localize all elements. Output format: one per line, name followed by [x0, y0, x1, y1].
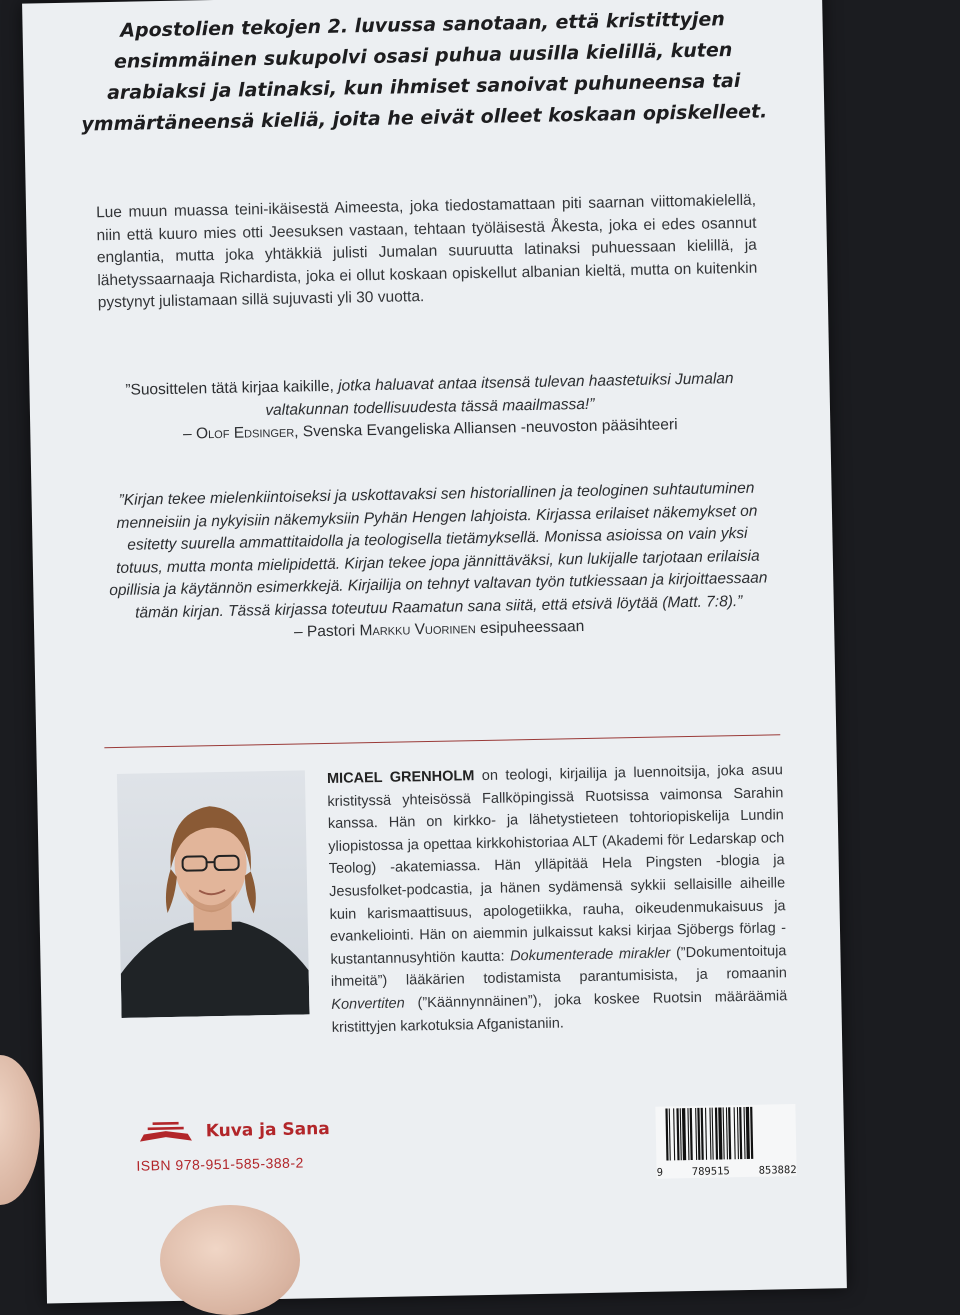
intro-paragraph: Lue muun muassa teini-ikäisestä Aimeesta, joka tiedostamattaan piti saarnan viittomakielellä, niin että kuuro mies otti Jeesuksen vastaan, tehtaan työläisestä Åkesta, joka ei edes osannut englantia, mutta joka yhtäkkiä julisti Jumalan suuruutta latinaksi puhuessaan kielillä, ja lähetyssaarnaaja Richardista, joka ei ollut koskaan opiskellut albanian kieltä, mutta on kuitenkin pystynyt julistamaan sillä sujuvasti yli 30 vuotta.	[96, 190, 758, 315]
barcode-bar	[676, 1108, 679, 1160]
barcode-digits	[657, 1164, 797, 1179]
attribution-name: Markku Vuorinen	[359, 620, 475, 639]
barcode-bar	[712, 1108, 714, 1160]
barcode-bar	[695, 1108, 697, 1160]
barcode-bar	[682, 1108, 686, 1160]
barcode-bar	[680, 1108, 682, 1160]
barcode-bar	[718, 1107, 722, 1159]
quote-lead: ”Suosittelen tätä kirjaa kaikille,	[125, 378, 334, 399]
author-bio	[327, 759, 788, 1039]
author-portrait-illustration	[117, 770, 310, 1018]
attribution-rest: , Svenska Evangeliska Alliansen -neuvoston pääsihteeri	[294, 416, 678, 440]
attribution-prefix: –	[183, 425, 196, 442]
book-title: Dokumenterade mirakler	[510, 945, 671, 964]
barcode-bar	[673, 1108, 675, 1160]
barcode-bar	[739, 1107, 742, 1159]
barcode	[655, 1104, 796, 1179]
thumb-bottom	[160, 1205, 300, 1315]
barcode-bar	[723, 1107, 725, 1159]
endorsement-quote-1	[99, 368, 760, 448]
barcode-bar	[737, 1107, 739, 1159]
headline: Apostolien tekojen 2. luvussa sanotaan, että kristittyjen ensimmäinen sukupolvi osasi puhua uusilla kielillä, kuten arabiaksi ja latinaksi, kun ihmiset sanoivat puhuneensa tai ymmärtäneensä kieliä, joita he eivät olleet koskaan opiskelleet.	[77, 3, 769, 140]
barcode-bar	[750, 1107, 753, 1159]
barcode-bar	[709, 1108, 711, 1160]
barcode-bar	[726, 1107, 728, 1159]
barcode-bars	[655, 1104, 796, 1165]
barcode-bar	[743, 1107, 745, 1159]
barcode-digits-right: 853882	[759, 1164, 797, 1177]
barcode-bar	[705, 1108, 707, 1160]
barcode-bar	[697, 1108, 700, 1160]
quote-text: ”Kirjan tekee mielenkiintoiseksi ja uskottavaksi sen historiallinen ja teologinen suhtautuminen menneisiin ja nykyisiin näkemyksiin Pyhän Hengen lahjoista. Kirjassa erilaiset näkemykset on esitetty suurella ammattitaidolla ja teologisella tietämyksellä. Monissa asioissa on vain yksi totuus, mutta monta mielipidettä. Kirjan tekee jopa jännittäväksi, kun lukijalle tarjotaan erilaisia opillisia ja käytännön esimerkkejä. Kirjailija on tehnyt valtavan työn tutkiessaan ja kirjoittaessaan tämän kirjan. Tässä kirjassa toteutuu Raamatun sana siitä, että etsivä löytää (Matt. 7:8).”	[109, 480, 767, 621]
isbn: ISBN 978-951-585-388-2	[136, 1154, 304, 1173]
barcode-bar	[728, 1107, 731, 1159]
section-divider	[104, 734, 780, 748]
publisher-logo	[135, 1114, 330, 1148]
attribution-rest: esipuheessaan	[476, 618, 585, 637]
bio-text: on teologi, kirjailija ja luennoitsija, joka asuu kristityssä yhteisössä Fallköpingissä Ruotsissa vaimonsa Sarahin kanssa. Hän on kirkko- ja lähetystieteen tohtoriopiskelija Lundin yliopistossa ja opettaa kirkkohistoriaa ALT (Akademi för Ledarskap och Teolog) -akatemiassa. Hän ylläpitää Hela Pingsten -blogia ja Jesusfolket-podcastia, ja hänen sydämensä sykkii sellaisille aiheille kuin karismaattisuus, apologetiikka, rauha, oikeudenmukaisuus ja evankeliointi. Hän on aiemmin julkaissut kaksi kirjaa Sjöbergs förlag -kustantannusyhtiön kautta:	[327, 762, 786, 967]
barcode-digits-left: 789515	[692, 1165, 730, 1178]
book-title: Konvertiten	[331, 995, 405, 1012]
open-book-icon	[136, 1121, 196, 1144]
barcode-bar	[734, 1107, 736, 1159]
barcode-bar	[669, 1108, 671, 1160]
publisher-name: Kuva ja Sana	[206, 1119, 330, 1141]
book-back-cover	[22, 0, 847, 1303]
quote-text: jotka haluavat antaa itsensä tulevan haastetuiksi Jumalan valtakunnan todellisuudesta tässä maailmassa!”	[265, 370, 734, 418]
barcode-bar	[715, 1108, 718, 1160]
author-name: MICAEL GRENHOLM	[327, 768, 475, 787]
barcode-bar	[665, 1108, 668, 1160]
endorsement-quote-2	[101, 477, 774, 647]
barcode-bar	[690, 1108, 693, 1160]
barcode-bar	[701, 1108, 704, 1160]
bio-text: (”Käännynnäinen”), joka koskee Ruotsin määräämiä kristittyjen karkotuksia Afganistaniin.	[332, 988, 788, 1035]
bio-text: (”Dokumentoituja ihmeitä”) lääkärien todistamista parantumisista, ja romaanin	[331, 943, 787, 990]
author-photo	[117, 770, 310, 1018]
thumb-left	[0, 1055, 40, 1205]
barcode-bar	[746, 1107, 750, 1159]
attribution-name: Olof Edsinger	[196, 424, 295, 443]
barcode-digit-lead: 9	[657, 1167, 664, 1179]
attribution-prefix: – Pastori	[294, 622, 360, 640]
barcode-bar	[687, 1108, 689, 1160]
